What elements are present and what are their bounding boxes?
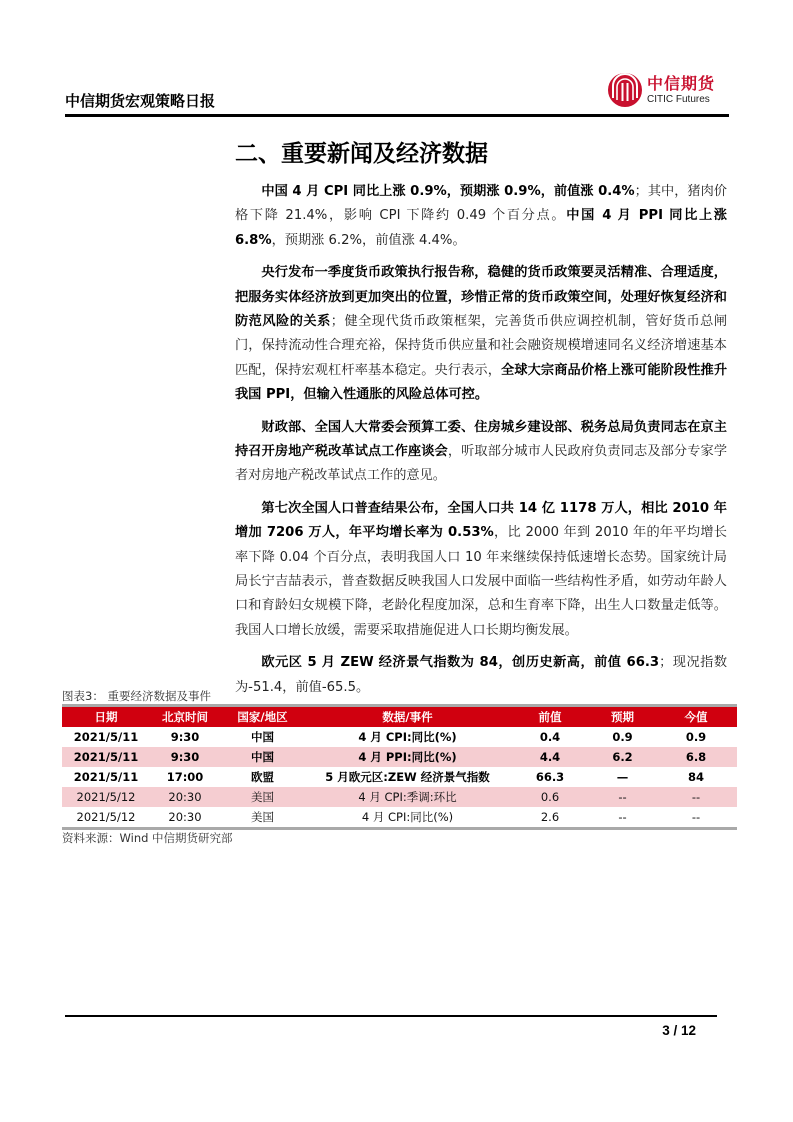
news-paragraph-monetary-policy [235,261,727,407]
cell-time: 17:00 [166,770,204,784]
cell-date: 2021/5/12 [62,787,150,807]
page-number: 3 / 12 [662,1023,696,1038]
table-row [62,807,737,827]
cell-event: 4 月 CPI:季调:环比 [305,787,510,807]
citic-futures-logo [607,72,715,108]
cell-time: 20:30 [150,787,220,807]
body-text: ；其中，猪肉价格下降 21.4%，影响 CPI 下降约 0.49 个百分点。 [235,184,727,224]
cell-time: 20:30 [168,810,202,824]
body-text: ，听取部分城市人民政府负责同志及部分专家学者对房地产税改革试点工作的意见。 [235,443,728,484]
news-paragraph-zew [235,651,727,700]
highlight-text: 财政部、全国人大常委会预算工委、住房城乡建设部、税务总局负责同志在京主持召开房地产税改革试点工作座谈会 [235,419,727,459]
news-content [235,180,727,708]
column-header-actual: 今值 [655,707,737,727]
cell-region: 美国 [220,787,305,807]
column-header-event: 数据/事件 [305,707,510,727]
news-paragraph-census [235,497,727,643]
cell-time: 9:30 [170,730,200,744]
column-header-date: 日期 [62,707,150,727]
logo-english-name: CITIC Futures [647,93,710,105]
cell-date: 2021/5/12 [76,810,136,824]
highlight-text: 中国 4 月 PPI 同比上涨 6.8% [235,208,727,248]
cell-region: 美国 [251,810,274,824]
report-title: 中信期货宏观策略日报 [65,92,216,110]
column-header-beijing-time: 北京时间 [150,707,220,727]
column-header-forecast: 预期 [590,707,655,727]
news-paragraph-property-tax [235,416,727,489]
column-header-previous: 前值 [510,707,590,727]
news-paragraph-cpi-ppi [235,180,727,253]
cell-region: 中国 [251,730,274,744]
cell-event: 5 月欧元区:ZEW 经济景气指数 [325,770,490,784]
table-row [62,747,737,767]
cell-actual: -- [691,810,701,824]
cell-date: 2021/5/11 [73,770,139,784]
cell-time: 9:30 [150,747,220,767]
cell-actual: -- [655,787,737,807]
cell-previous: 2.6 [540,810,560,824]
table-row [62,787,737,807]
cell-event: 4 月 PPI:同比(%) [305,747,510,767]
footer-divider [65,1015,717,1017]
cell-actual: 0.9 [685,730,707,744]
logo-chinese-name: 中信期货 [647,73,716,93]
table-source-note: 资料来源：Wind 中信期货研究部 [62,831,233,845]
economic-data-table [62,704,737,830]
highlight-text: 第七次全国人口普查结果公布，全国人口共 14 亿 1178 万人，相比 2010 年增加 7206 万人，年平均增长率为 0.53% [235,501,727,541]
highlight-text: 中国 4 月 CPI 同比上涨 0.9%，预期涨 0.9%，前值涨 0.4% [261,184,635,199]
cell-forecast: — [616,770,629,784]
cell-region: 欧盟 [251,770,274,784]
cell-previous: 0.4 [539,730,561,744]
table-row [62,767,737,787]
cell-date: 2021/5/11 [73,730,139,744]
cell-date: 2021/5/11 [62,747,150,767]
cell-region: 中国 [220,747,305,767]
table-row [62,727,737,747]
column-header-region: 国家/地区 [220,707,305,727]
cell-event: 4 月 CPI:同比(%) [358,730,457,744]
cell-previous: 4.4 [510,747,590,767]
cell-forecast: -- [618,810,627,824]
cell-forecast: -- [590,787,655,807]
citic-logo-icon [607,72,643,108]
body-text: ，预期涨 6.2%，前值涨 4.4%。 [271,232,466,248]
body-text: ，比 2000 年到 2010 年的年平均增长率下降 0.04 个百分点，表明我国人口 10 年来继续保持低速增长态势。国家统计局局长宁吉喆表示，普查数据反映我国人口发展中面临一些结构性矛盾，如劳动年龄人口和育龄妇女规模下降，老龄化程度加深，总和生育率下降，出生人口数量走低等。我国人口增长放缓，需要采取措施促进人口长期均衡发展。 [235,525,727,638]
highlight-text: 欧元区 5 月 ZEW 经济景气指数为 84，创历史新高，前值 66.3 [261,655,660,671]
section-heading: 二、重要新闻及经济数据 [235,141,488,167]
cell-actual: 84 [687,770,704,784]
highlight-text: 全球大宗商品价格上涨可能阶段性推升我国 PPI，但输入性通胀的风险总体可控。 [235,362,728,402]
body-text: ；现况指数为-51.4，前值-65.5。 [235,655,728,695]
highlight-text: 央行发布一季度货币政策执行报告称，稳健的货币政策要灵活精准、合理适度，把服务实体经济放到更加突出的位置，珍惜正常的货币政策空间，处理好恢复经济和防范风险的关系 [235,265,727,329]
table-header-row [62,707,737,727]
body-text: ；健全现代货币政策框架，完善货币供应调控机制，管好货币总闸门，保持流动性合理充裕，保持货币供应量和社会融资规模增速同名义经济增速基本匹配，保持宏观杠杆率基本稳定。央行表示， [235,313,728,378]
cell-event: 4 月 CPI:同比(%) [361,810,454,824]
cell-forecast: 0.9 [612,730,633,744]
table-caption: 图表3： 重要经济数据及事件 [62,689,211,703]
header-divider [65,114,729,117]
cell-forecast: 6.2 [590,747,655,767]
cell-previous: 66.3 [535,770,565,784]
cell-actual: 6.8 [655,747,737,767]
cell-previous: 0.6 [510,787,590,807]
